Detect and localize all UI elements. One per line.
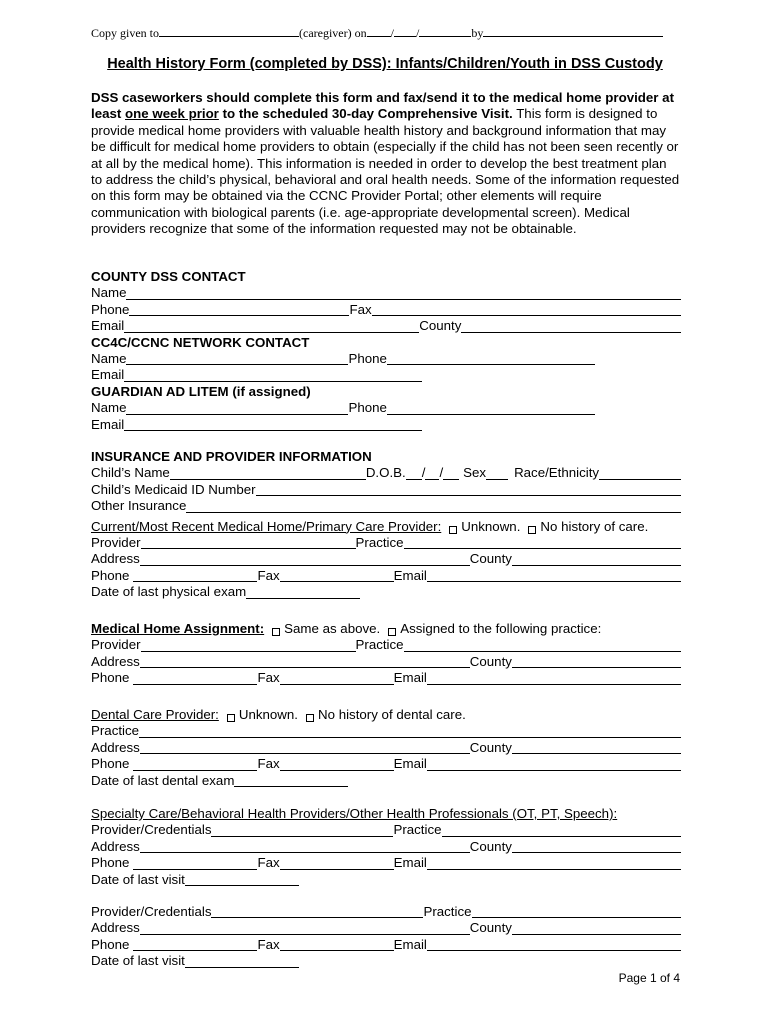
race-field[interactable] xyxy=(599,468,681,480)
mh-phone-field[interactable] xyxy=(133,673,257,685)
by-label: by xyxy=(471,26,484,40)
sex-label: Sex xyxy=(463,465,487,481)
intro-paragraph xyxy=(91,90,681,238)
gal-phone-label: Phone xyxy=(348,400,387,416)
dental-county-field[interactable] xyxy=(512,742,681,754)
page-number: Page 1 of 4 xyxy=(618,971,680,985)
dental-unknown-checkbox[interactable] xyxy=(227,714,235,722)
mh-phone-label: Phone xyxy=(91,670,130,686)
cc4c-email-field[interactable] xyxy=(124,370,422,382)
last-physical-field[interactable] xyxy=(246,587,360,599)
spec1-phone-label: Phone xyxy=(91,855,130,871)
dss-phone-label: Phone xyxy=(91,301,130,317)
spec1-practice-label: Practice xyxy=(393,822,442,838)
spec1-address-label: Address xyxy=(91,838,140,854)
form-title: Health History Form (completed by DSS): Infants/Children/Youth in DSS Custody xyxy=(107,56,663,72)
mh-fax-field[interactable] xyxy=(280,673,394,685)
dental-section xyxy=(91,707,681,789)
dental-fax-label: Fax xyxy=(257,756,280,772)
assigned-practice-label: Assigned to the following practice: xyxy=(400,620,602,636)
month-field[interactable] xyxy=(367,27,391,37)
mh-address-field[interactable] xyxy=(140,656,470,668)
specialty-heading: Specialty Care/Behavioral Health Providers/Other Health Professionals (OT, PT, Speech): xyxy=(91,805,618,821)
mh-practice-label: Practice xyxy=(355,637,404,653)
dob-label: D.O.B. xyxy=(365,465,406,481)
dental-address-label: Address xyxy=(91,739,140,755)
gal-email-label: Email xyxy=(91,416,125,432)
no-history-dental-checkbox[interactable] xyxy=(306,714,314,722)
pcp-phone-field[interactable] xyxy=(133,570,257,582)
cc4c-heading: CC4C/CCNC NETWORK CONTACT xyxy=(91,334,310,350)
dental-phone-field[interactable] xyxy=(133,759,257,771)
spec2-phone-field[interactable] xyxy=(133,939,257,951)
pcp-phone-label: Phone xyxy=(91,567,130,583)
dss-email-field[interactable] xyxy=(124,321,419,333)
pcp-practice-field[interactable] xyxy=(404,537,681,549)
same-as-above-checkbox[interactable] xyxy=(272,628,280,636)
dss-phone-field[interactable] xyxy=(129,304,349,316)
intro-bold-2: to the scheduled 30-day Comprehensive Visit. xyxy=(218,106,513,122)
spec2-county-label: County xyxy=(469,920,512,936)
last-dental-field[interactable] xyxy=(234,775,348,787)
caregiver-field[interactable] xyxy=(159,27,299,37)
dental-practice-field[interactable] xyxy=(139,726,681,738)
other-insurance-field[interactable] xyxy=(186,501,681,513)
intro-bold-underline: one week prior xyxy=(125,106,219,122)
spec2-practice-label: Practice xyxy=(423,903,472,919)
unknown-label: Unknown. xyxy=(461,518,521,534)
insurance-heading: INSURANCE AND PROVIDER INFORMATION xyxy=(91,448,372,464)
spec2-credentials-field[interactable] xyxy=(211,906,423,918)
dental-fax-field[interactable] xyxy=(280,759,394,771)
cc4c-email-label: Email xyxy=(91,367,125,383)
dss-fax-label: Fax xyxy=(349,301,372,317)
medical-home-section xyxy=(91,621,681,687)
intro-rest: This form is designed to provide medical home providers with valuable health history and background information that may be difficult for medical home providers to obtain (especially if the child has not been seen recently or at all by the medical home). This information is needed in order to develop the best treatment plan to address the child’s physical, behavioral and oral health needs. Some of the information requested on this form may be obtained via the CCNC Provider Portal; other elements will require communication with biological parents (i.e. age-appropriate developmental screen). Medical providers recognize that some of the information requested may not be obtainable. xyxy=(91,106,680,237)
unknown-checkbox[interactable] xyxy=(449,526,457,534)
spec1-fax-label: Fax xyxy=(257,855,280,871)
sex-field[interactable] xyxy=(486,468,508,480)
no-history-care-checkbox[interactable] xyxy=(528,526,536,534)
specialty-section-2 xyxy=(91,904,681,970)
medicaid-field[interactable] xyxy=(256,484,681,496)
dob-slash-1: / xyxy=(421,465,426,481)
spec2-address-field[interactable] xyxy=(140,923,470,935)
no-history-dental-label: No history of dental care. xyxy=(318,706,466,722)
last-dental-label: Date of last dental exam xyxy=(91,772,235,788)
year-field[interactable] xyxy=(419,27,471,37)
mh-practice-field[interactable] xyxy=(404,640,681,652)
dental-provider-label: Dental Care Provider: xyxy=(91,706,219,722)
spec1-last-visit-label: Date of last visit xyxy=(91,871,185,887)
medicaid-label: Child’s Medicaid ID Number xyxy=(91,481,256,497)
spec2-email-label: Email xyxy=(393,936,427,952)
pcp-provider-field[interactable] xyxy=(141,537,356,549)
dental-county-label: County xyxy=(469,739,512,755)
gal-email-field[interactable] xyxy=(124,419,422,431)
dental-practice-label: Practice xyxy=(91,723,140,739)
spec1-credentials-field[interactable] xyxy=(211,825,393,837)
dental-phone-label: Phone xyxy=(91,756,130,772)
copy-given-label: Copy given to xyxy=(91,26,159,40)
cc4c-name-field[interactable] xyxy=(126,353,348,365)
dental-email-label: Email xyxy=(393,756,427,772)
pcp-email-label: Email xyxy=(393,567,427,583)
dob-day-field[interactable] xyxy=(425,468,439,480)
spec1-email-label: Email xyxy=(393,855,427,871)
current-provider-label: Current/Most Recent Medical Home/Primary Care Provider: xyxy=(91,518,442,534)
spec2-address-label: Address xyxy=(91,920,140,936)
dental-email-field[interactable] xyxy=(427,759,681,771)
spec2-email-field[interactable] xyxy=(427,939,681,951)
dob-year-field[interactable] xyxy=(443,468,459,480)
cc4c-phone-field[interactable] xyxy=(387,353,595,365)
last-physical-label: Date of last physical exam xyxy=(91,584,247,600)
medical-home-label: Medical Home Assignment: xyxy=(91,620,265,636)
cc4c-phone-label: Phone xyxy=(348,350,387,366)
pcp-provider-label: Provider xyxy=(91,534,141,550)
pcp-address-label: Address xyxy=(91,551,140,567)
dss-county-label: County xyxy=(419,318,462,334)
spec1-last-visit-field[interactable] xyxy=(185,874,299,886)
intro-bold-1: DSS caseworkers should complete this form and fax/send it to the medical home provider at least xyxy=(91,90,674,122)
caregiver-on-label: (caregiver) on xyxy=(299,26,367,40)
mh-fax-label: Fax xyxy=(257,670,280,686)
spec1-county-label: County xyxy=(469,838,512,854)
spec1-email-field[interactable] xyxy=(427,858,681,870)
county-dss-heading: COUNTY DSS CONTACT xyxy=(91,268,246,284)
county-dss-section xyxy=(91,269,681,433)
pcp-county-field[interactable] xyxy=(512,554,681,566)
spec2-county-field[interactable] xyxy=(512,923,681,935)
by-field[interactable] xyxy=(483,27,663,37)
same-as-above-label: Same as above. xyxy=(284,620,381,636)
cc4c-name-label: Name xyxy=(91,350,127,366)
gal-phone-field[interactable] xyxy=(387,403,595,415)
pcp-address-field[interactable] xyxy=(140,554,470,566)
pcp-practice-label: Practice xyxy=(355,534,404,550)
spec2-last-visit-field[interactable] xyxy=(185,956,299,968)
mh-provider-label: Provider xyxy=(91,637,141,653)
mh-address-label: Address xyxy=(91,653,140,669)
spec2-credentials-label: Provider/Credentials xyxy=(91,903,212,919)
dental-unknown-label: Unknown. xyxy=(238,706,298,722)
spec1-credentials-label: Provider/Credentials xyxy=(91,822,212,838)
other-insurance-label: Other Insurance xyxy=(91,498,187,514)
guardian-heading: GUARDIAN AD LITEM (if assigned) xyxy=(91,383,311,399)
spec2-practice-field[interactable] xyxy=(472,906,681,918)
spec1-county-field[interactable] xyxy=(512,841,681,853)
pcp-county-label: County xyxy=(469,551,512,567)
spec1-address-field[interactable] xyxy=(140,841,470,853)
dob-month-field[interactable] xyxy=(406,468,422,480)
slash-1: / xyxy=(390,26,394,40)
race-label: Race/Ethnicity xyxy=(514,465,600,481)
spec1-phone-field[interactable] xyxy=(133,858,257,870)
dss-name-label: Name xyxy=(91,285,127,301)
dss-email-label: Email xyxy=(91,318,125,334)
dob-slash-2: / xyxy=(439,465,444,481)
spec1-practice-field[interactable] xyxy=(442,825,681,837)
day-field[interactable] xyxy=(394,27,416,37)
gal-name-field[interactable] xyxy=(126,403,348,415)
dss-name-field[interactable] xyxy=(126,288,681,300)
mh-county-label: County xyxy=(469,653,512,669)
child-name-label: Child’s Name xyxy=(91,465,170,481)
child-name-field[interactable] xyxy=(170,468,366,480)
copy-given-line xyxy=(91,26,691,41)
no-history-care-label: No history of care. xyxy=(540,518,649,534)
pcp-fax-label: Fax xyxy=(257,567,280,583)
dss-fax-field[interactable] xyxy=(372,304,681,316)
dss-county-field[interactable] xyxy=(461,321,681,333)
spec2-fax-field[interactable] xyxy=(280,939,394,951)
slash-2: / xyxy=(415,26,420,40)
mh-email-label: Email xyxy=(393,670,427,686)
spec2-phone-label: Phone xyxy=(91,936,130,952)
pcp-email-field[interactable] xyxy=(427,570,681,582)
gal-name-label: Name xyxy=(91,400,127,416)
assigned-practice-checkbox[interactable] xyxy=(388,628,396,636)
specialty-section xyxy=(91,806,681,888)
dental-address-field[interactable] xyxy=(140,742,470,754)
pcp-fax-field[interactable] xyxy=(280,570,394,582)
mh-provider-field[interactable] xyxy=(141,640,356,652)
spec1-fax-field[interactable] xyxy=(280,858,394,870)
insurance-section xyxy=(91,449,681,601)
spec2-last-visit-label: Date of last visit xyxy=(91,953,185,969)
mh-county-field[interactable] xyxy=(512,656,681,668)
spec2-fax-label: Fax xyxy=(257,936,280,952)
mh-email-field[interactable] xyxy=(427,673,681,685)
